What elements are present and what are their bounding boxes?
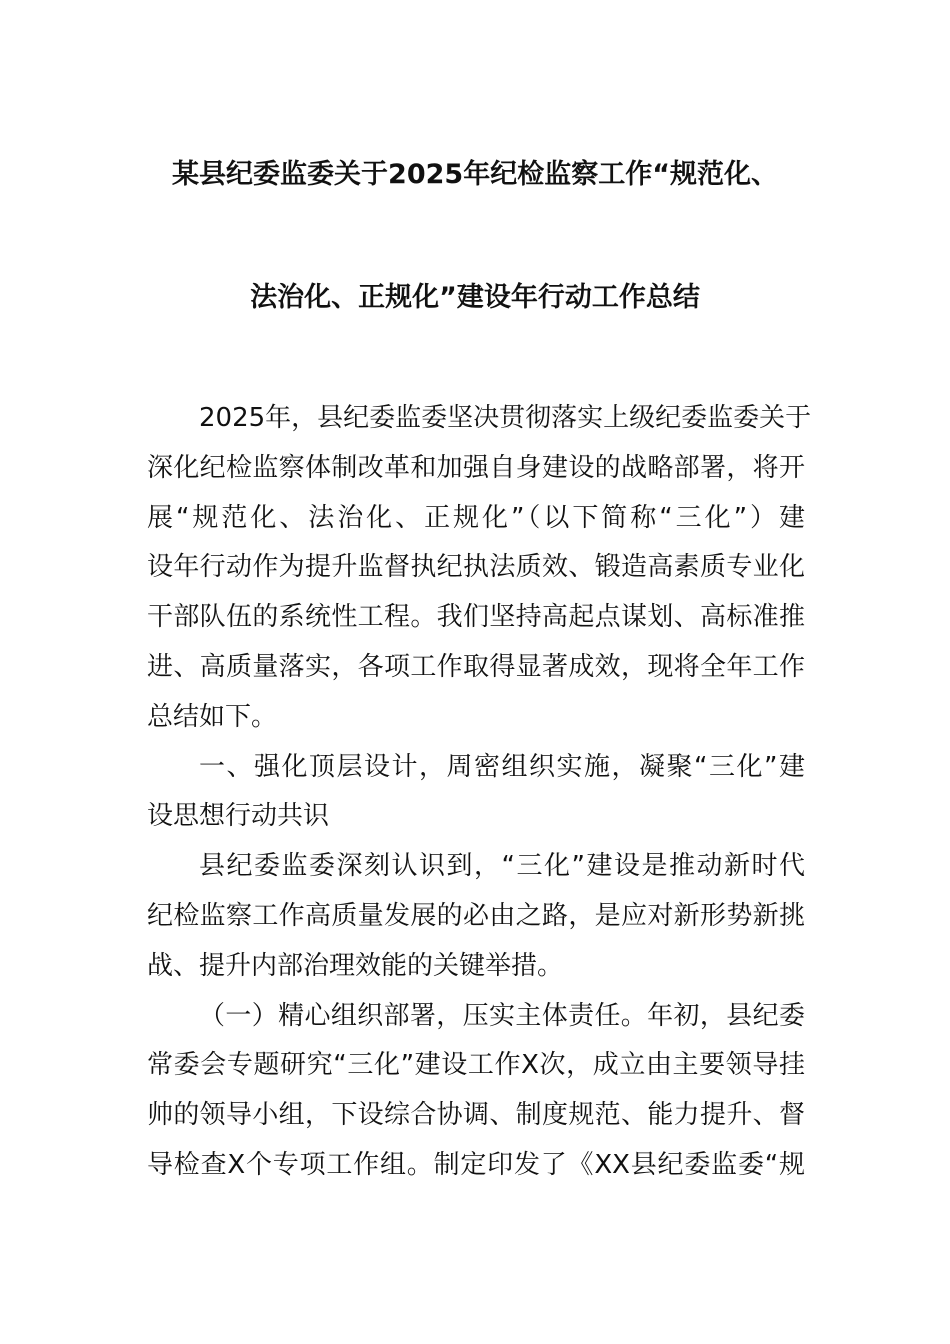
text-line: 设年行动作为提升监督执纪执法质效、锻造高素质专业化 xyxy=(147,552,805,583)
paragraph-subsection-1 xyxy=(147,998,805,1197)
paragraph-intro xyxy=(147,400,812,749)
paragraph-section-1 xyxy=(147,848,805,997)
section-heading-1 xyxy=(147,749,805,849)
text-line: （一）精心组织部署，压实主体责任。年初，县纪委 xyxy=(199,1000,805,1031)
text-line: 深化纪检监察体制改革和加强自身建设的战略部署，将开 xyxy=(147,452,805,483)
text-line: 进、高质量落实，各项工作取得显著成效，现将全年工作 xyxy=(147,651,805,682)
document-title-line-2: 法治化、正规化”建设年行动工作总结 xyxy=(250,282,700,313)
document-body xyxy=(147,400,812,1197)
text-line: 县纪委监委深刻认识到，“三化”建设是推动新时代 xyxy=(199,851,805,882)
text-line: 战、提升内部治理效能的关键举措。 xyxy=(147,950,564,981)
text-line: 帅的领导小组，下设综合协调、制度规范、能力提升、督 xyxy=(147,1100,805,1131)
text-line: 一、强化顶层设计，周密组织实施，凝聚“三化”建 xyxy=(199,751,805,782)
text-line: 纪检监察工作高质量发展的必由之路，是应对新形势新挑 xyxy=(147,900,805,931)
text-line: 导检查X个专项工作组。制定印发了《XX县纪委监委“规 xyxy=(147,1149,805,1180)
text-line: 设思想行动共识 xyxy=(147,801,330,832)
text-line: 干部队伍的系统性工程。我们坚持高起点谋划、高标准推 xyxy=(147,602,805,633)
text-line: 常委会专题研究“三化”建设工作X次，成立由主要领导挂 xyxy=(147,1050,805,1081)
text-line: 2025年，县纪委监委坚决贯彻落实上级纪委监委关于 xyxy=(199,403,812,433)
text-line: 展“规范化、法治化、正规化”（以下简称“三化”）建 xyxy=(147,502,805,533)
document-title-line-1: 某县纪委监委关于2025年纪检监察工作“规范化、 xyxy=(172,159,778,190)
text-line: 总结如下。 xyxy=(147,701,278,732)
